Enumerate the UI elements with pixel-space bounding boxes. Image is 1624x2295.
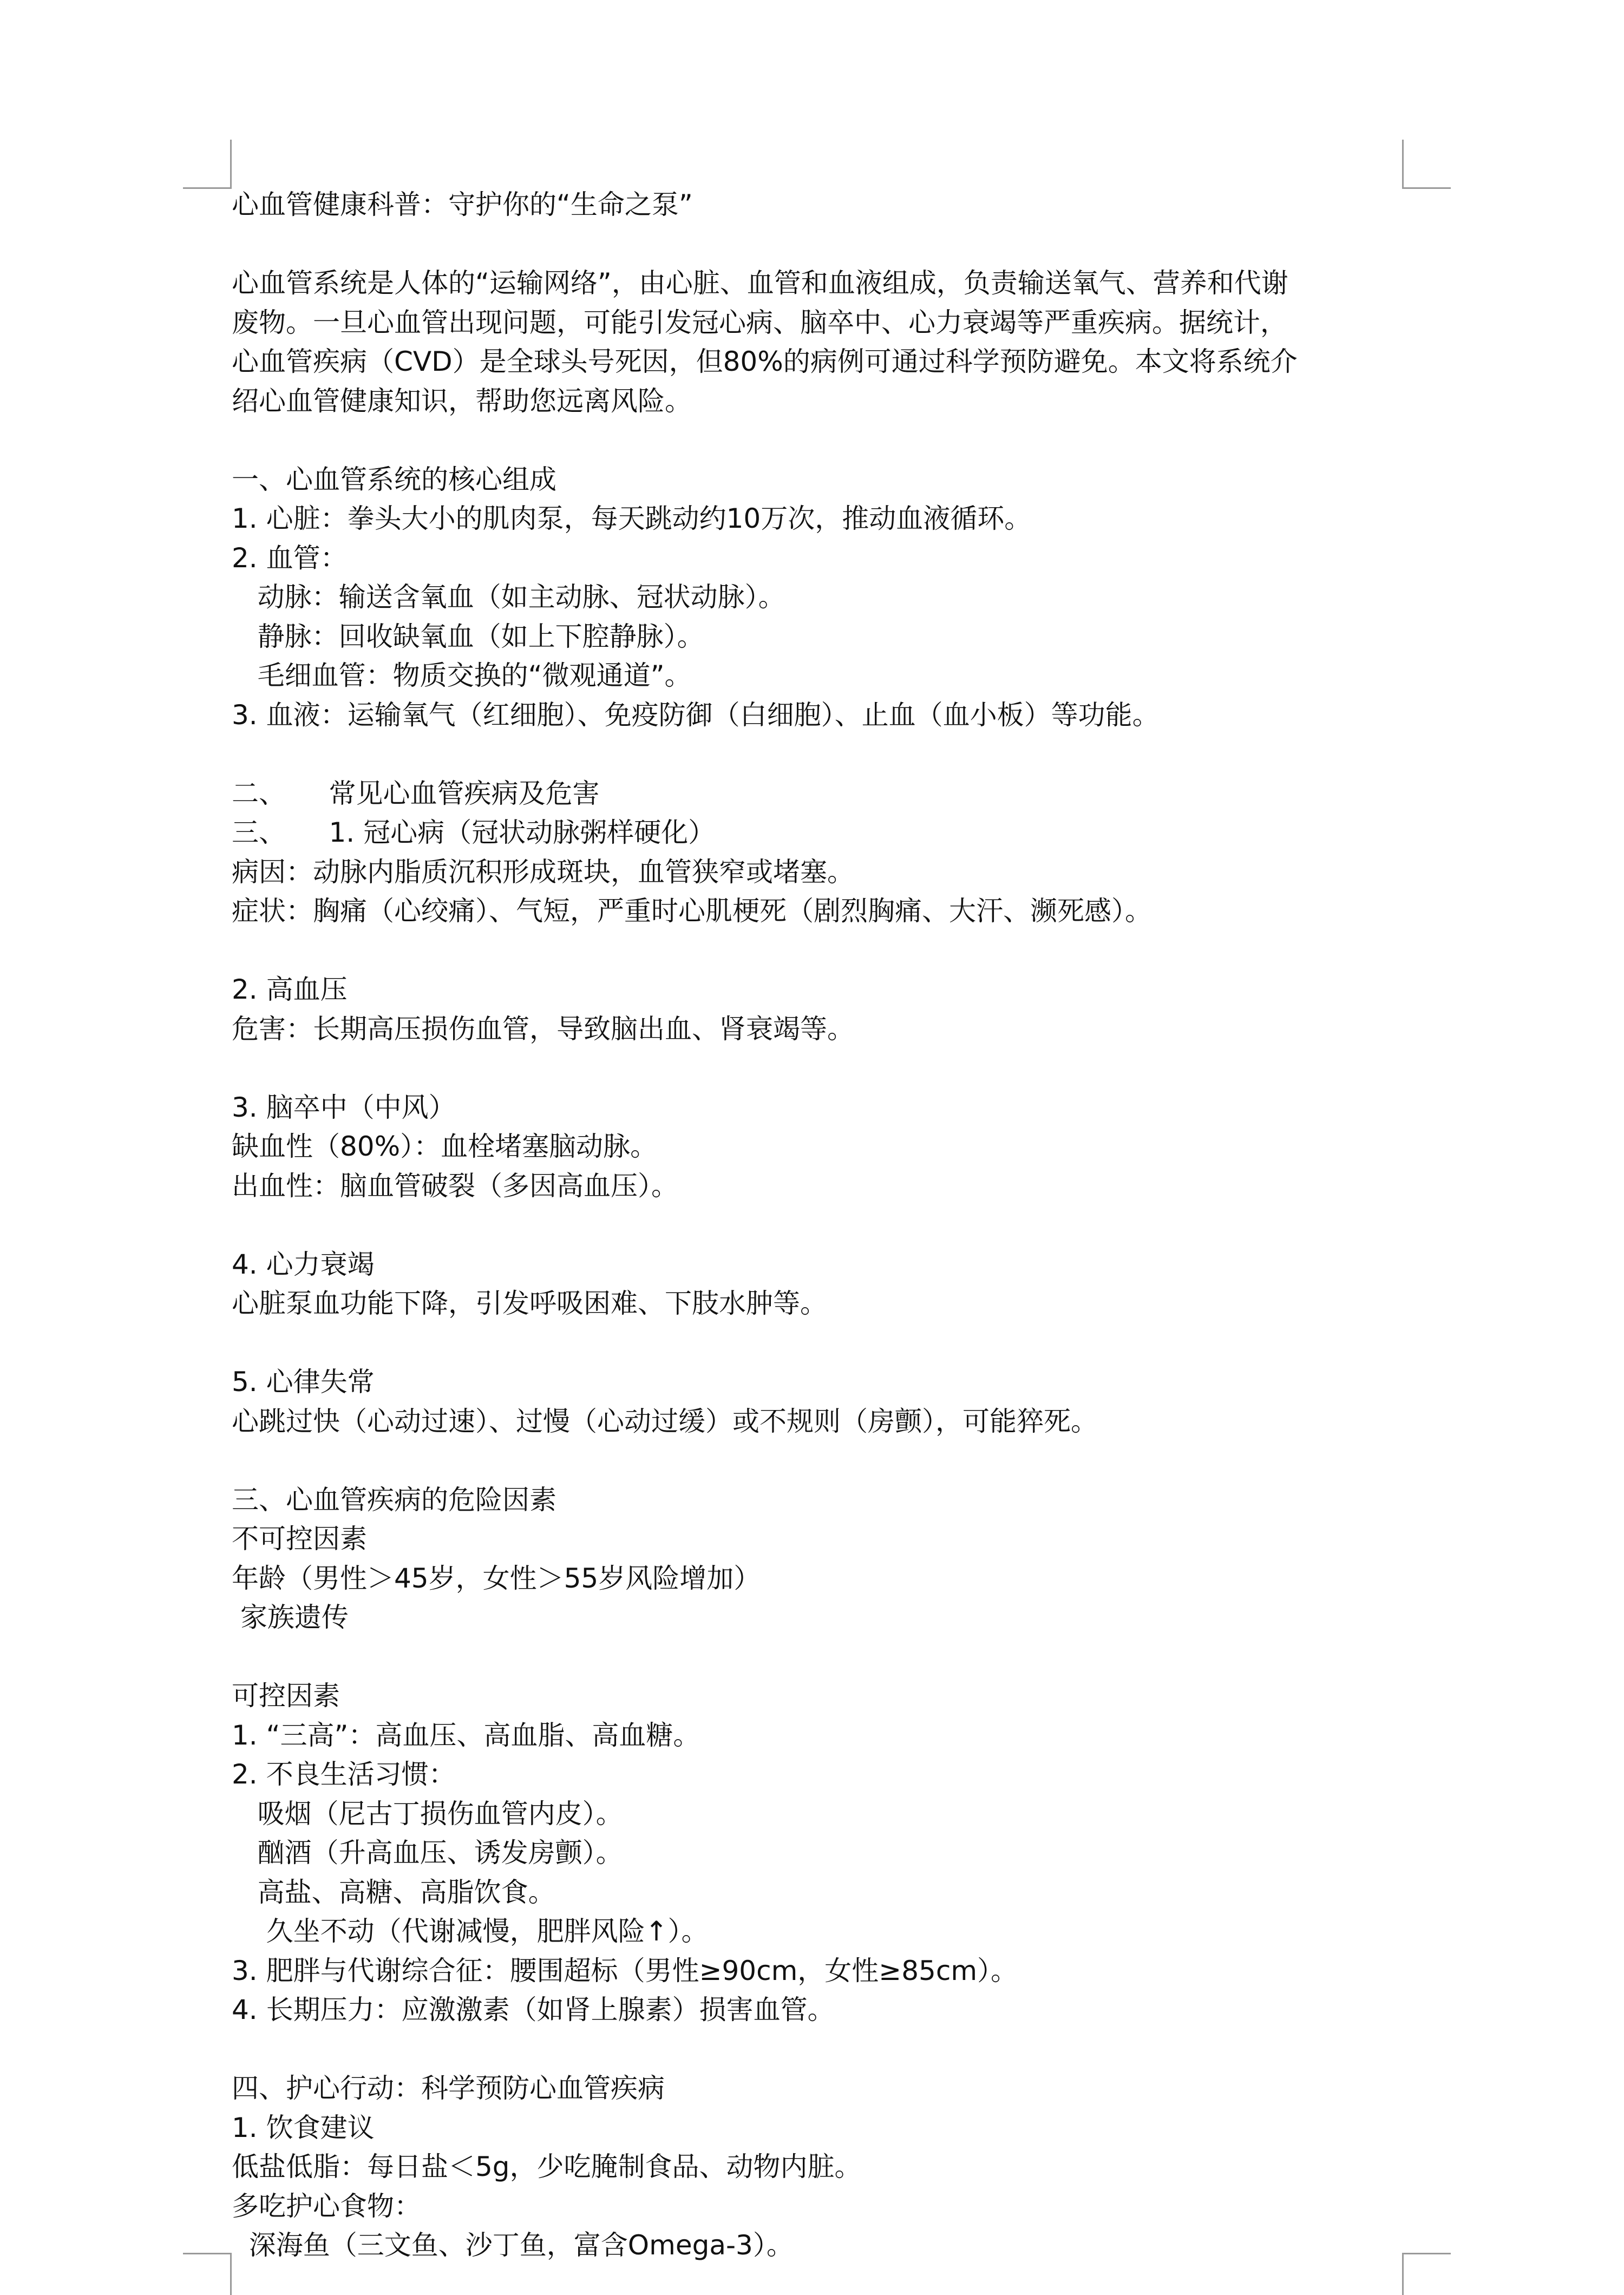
sub-list-item: 静脉：回收缺氧血（如上下腔静脉）。 xyxy=(232,620,704,652)
sub-list-item: 动脉：输送含氧血（如主动脉、冠状动脉）。 xyxy=(232,581,785,613)
sub-list-item: 吸烟（尼古丁损伤血管内皮）。 xyxy=(232,1798,623,1830)
intro-paragraph-line: 绍心血管健康知识，帮助您远离风险。 xyxy=(232,385,692,417)
sub-list-item: 酗酒（升高血压、诱发房颤）。 xyxy=(232,1837,623,1868)
list-item: 1. “三高”：高血压、高血脂、高血糖。 xyxy=(232,1719,700,1751)
text-line: 低盐低脂：每日盐＜5g，少吃腌制食品、动物内脏。 xyxy=(232,2151,862,2182)
text-line: 症状：胸痛（心绞痛）、气短，严重时心肌梗死（剧烈胸痛、大汗、濒死感）。 xyxy=(232,895,1152,927)
list-item: 4. 长期压力：应激激素（如肾上腺素）损害血管。 xyxy=(232,1994,835,2025)
subheading: 3. 脑卒中（中风） xyxy=(232,1091,456,1123)
blank-line xyxy=(232,1205,1412,1245)
section-heading-1: 一、心血管系统的核心组成 xyxy=(232,463,556,495)
text-line: 家族遗传 xyxy=(232,1602,349,1633)
text-line: 出血性：脑血管破裂（多因高血压）。 xyxy=(232,1170,678,1202)
blank-line xyxy=(232,225,1412,264)
list-item: 2. 血管： xyxy=(232,542,348,574)
section-heading-3: 三、心血管疾病的危险因素 xyxy=(232,1484,556,1516)
subheading: 不可控因素 xyxy=(232,1523,367,1555)
list-item: 3. 肥胖与代谢综合征：腰围超标（男性≥90cm，女性≥85cm）。 xyxy=(232,1955,1018,1986)
blank-line xyxy=(232,931,1412,971)
text-line: 年龄（男性＞45岁，女性＞55岁风险增加） xyxy=(232,1562,761,1594)
document-title: 心血管健康科普：守护你的“生命之泵” xyxy=(232,189,693,220)
section-heading-3-misnumbered: 三、 1. 冠心病（冠状动脉粥样硬化） xyxy=(232,817,716,848)
crop-mark-bottom-left-h xyxy=(183,2253,232,2254)
blank-line xyxy=(232,1048,1412,1088)
sub-list-item: 高盐、高糖、高脂饮食。 xyxy=(232,1876,555,1908)
text-line: 心跳过快（心动过速）、过慢（心动过缓）或不规则（房颤），可能猝死。 xyxy=(232,1405,1098,1437)
blank-line xyxy=(232,1441,1412,1480)
blank-line xyxy=(232,735,1412,774)
subheading: 可控因素 xyxy=(232,1680,340,1712)
text-line: 心脏泵血功能下降，引发呼吸困难、下肢水肿等。 xyxy=(232,1288,827,1319)
sub-list-item: 毛细血管：物质交换的“微观通道”。 xyxy=(232,660,692,691)
text-line: 病因：动脉内脂质沉积形成斑块，血管狭窄或堵塞。 xyxy=(232,856,854,888)
blank-line xyxy=(232,1323,1412,1363)
sub-list-item: 深海鱼（三文鱼、沙丁鱼，富含Omega-3）。 xyxy=(232,2230,794,2261)
section-heading-4: 四、护心行动：科学预防心血管疾病 xyxy=(232,2073,665,2104)
sub-list-item: 久坐不动（代谢减慢，肥胖风险↑）。 xyxy=(232,1916,709,1947)
subheading: 2. 高血压 xyxy=(232,974,348,1005)
list-item: 2. 不良生活习惯： xyxy=(232,1759,456,1790)
list-item: 1. 心脏：拳头大小的肌肉泵，每天跳动约10万次，推动血液循环。 xyxy=(232,503,1032,534)
document-body xyxy=(232,185,1412,2265)
blank-line xyxy=(232,2030,1412,2069)
intro-paragraph-line: 心血管疾病（CVD）是全球头号死因，但80%的病例可通过科学预防避免。本文将系统介 xyxy=(232,346,1298,377)
intro-paragraph-line: 心血管系统是人体的“运输网络”，由心脏、血管和血液组成，负责输送氧气、营养和代谢 xyxy=(232,267,1288,299)
subheading: 1. 饮食建议 xyxy=(232,2112,375,2143)
text-line: 多吃护心食物： xyxy=(232,2190,421,2222)
section-heading-2: 二、 常见心血管疾病及危害 xyxy=(232,777,600,809)
subheading: 5. 心律失常 xyxy=(232,1366,375,1398)
crop-mark-top-left-v xyxy=(230,140,232,188)
subheading: 4. 心力衰竭 xyxy=(232,1248,375,1280)
text-line: 缺血性（80%）：血栓堵塞脑动脉。 xyxy=(232,1131,658,1162)
list-item: 3. 血液：运输氧气（红细胞）、免疫防御（白细胞）、止血（血小板）等功能。 xyxy=(232,699,1160,731)
crop-mark-top-right-v xyxy=(1402,140,1404,188)
blank-line xyxy=(232,1637,1412,1677)
blank-line xyxy=(232,421,1412,460)
text-line: 危害：长期高压损伤血管，导致脑出血、肾衰竭等。 xyxy=(232,1013,854,1045)
intro-paragraph-line: 废物。一旦心血管出现问题，可能引发冠心病、脑卒中、心力衰竭等严重疾病。据统计， xyxy=(232,306,1287,338)
crop-mark-top-left-h xyxy=(183,187,232,189)
